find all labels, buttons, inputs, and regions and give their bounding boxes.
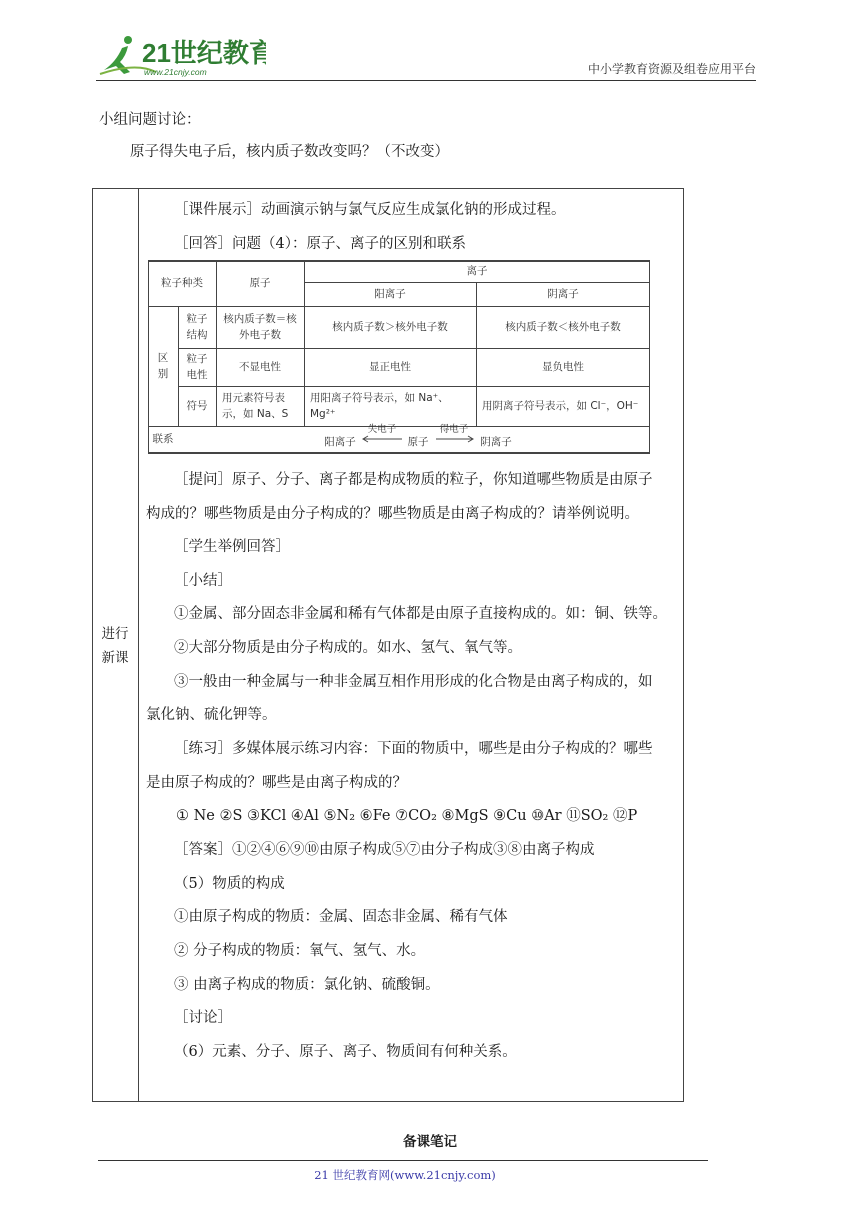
header-divider [96,80,756,81]
link-atom: 原子 [407,436,429,448]
source-link[interactable]: 21 世纪教育网(www.21cnjy.com) [314,1168,496,1182]
link-lose-electron: 失电子 [367,424,397,435]
composition-3: ③ 由离子构成的物质：氯化钠、硫酸铜。 [174,977,440,993]
structure-anion: 核内质子数＜核外电子数 [505,321,621,333]
discussion-line: ［讨论］ [174,1010,232,1026]
exercise-line1: ［练习］多媒体展示练习内容：下面的物质中，哪些是由分子构成的？哪些 [174,741,653,757]
summary-3a: ③一般由一种金属与一种非金属互相作用形成的化合物是由离子构成的，如 [174,674,653,690]
subsection-5: （5）物质的构成 [174,876,285,892]
exercise-line2: 是由原子构成的？哪些是由离子构成的？ [146,775,407,791]
charge-label: 粒子电性 [186,353,208,381]
row-label-line2: 新课 [101,650,129,666]
composition-2: ② 分子构成的物质：氧气、氢气、水。 [174,943,426,959]
row-label [92,622,138,670]
structure-atom: 核内质子数＝核外电子数 [223,313,297,341]
platform-name: 中小学教育资源及组卷应用平台 [587,62,756,76]
answer-key: ［答案］①②④⑥⑨⑩由原子构成⑤⑦由分子构成③⑧由离子构成 [174,842,595,858]
summary-line: ［小结］ [174,573,232,589]
charge-atom: 不显电性 [239,361,281,373]
link-arrows-icon [360,434,480,446]
logo [96,32,266,80]
atom-ion-compare-table [148,260,650,454]
table-column-divider [138,188,139,1102]
symbol-cation: 用阳离子符号表示，如 Na⁺、Mg²⁺ [310,392,449,420]
diff-label: 区别 [157,352,169,380]
ask-line2: 构成的？哪些物质是由分子构成的？哪些物质是由离子构成的？请举例说明。 [146,506,639,522]
header-particle-type: 粒子种类 [161,277,203,289]
notes-title: 备课笔记 [403,1134,457,1150]
structure-cation: 核内质子数＞核外电子数 [332,321,448,333]
composition-1: ①由原子构成的物质：金属、固态非金属、稀有气体 [174,909,508,925]
row-label-line1: 进行 [101,626,129,642]
link-gain-electron: 得电子 [439,424,469,435]
charge-cation: 显正电性 [369,361,411,373]
logo-text: 21世纪教育 [142,38,266,68]
ask-line1: ［提问］原子、分子、离子都是构成物质的粒子，你知道哪些物质是由原子 [174,472,653,488]
summary-2: ②大部分物质是由分子构成的。如水、氢气、氧气等。 [174,640,522,656]
summary-3b: 氯化钠、硫化钾等。 [146,707,277,723]
link-anion: 阴离子 [480,436,512,448]
discussion-heading: 小组问题讨论： [99,112,201,128]
symbol-atom: 用元素符号表示，如 Na、S [222,392,289,420]
structure-label: 粒子结构 [186,313,208,341]
symbol-anion: 用阴离子符号表示，如 Cl⁻，OH⁻ [482,400,639,412]
logo-url: www.21cnjy.com [144,67,207,77]
summary-1: ①金属、部分固态非金属和稀有气体都是由原子直接构成的。如：铜、铁等。 [174,606,667,622]
student-line: ［学生举例回答］ [174,539,290,555]
footer-divider [98,1160,708,1161]
subsection-6: （6）元素、分子、原子、离子、物质间有何种关系。 [174,1044,517,1060]
header-ion: 离子 [466,265,488,277]
header-cation: 阳离子 [374,288,406,300]
link-cation: 阳离子 [324,436,356,448]
link-label: 联系 [152,433,174,445]
logo-runner-icon [96,32,266,80]
header-atom: 原子 [249,277,271,289]
charge-anion: 显负电性 [542,361,584,373]
discussion-question: 原子得失电子后，核内质子数改变吗？（不改变） [130,144,449,160]
header-anion: 阴离子 [547,288,579,300]
exercise-items: ① Ne ②S ③KCl ④Al ⑤N₂ ⑥Fe ⑦CO₂ ⑧MgS ⑨Cu ⑩Ar ⑪SO₂ ⑫P [176,808,638,824]
courseware-line: ［课件展示］动画演示钠与氯气反应生成氯化钠的形成过程。 [174,202,566,218]
answer4-line: ［回答］问题（4）：原子、离子的区别和联系 [174,236,466,252]
symbol-label: 符号 [186,400,208,412]
